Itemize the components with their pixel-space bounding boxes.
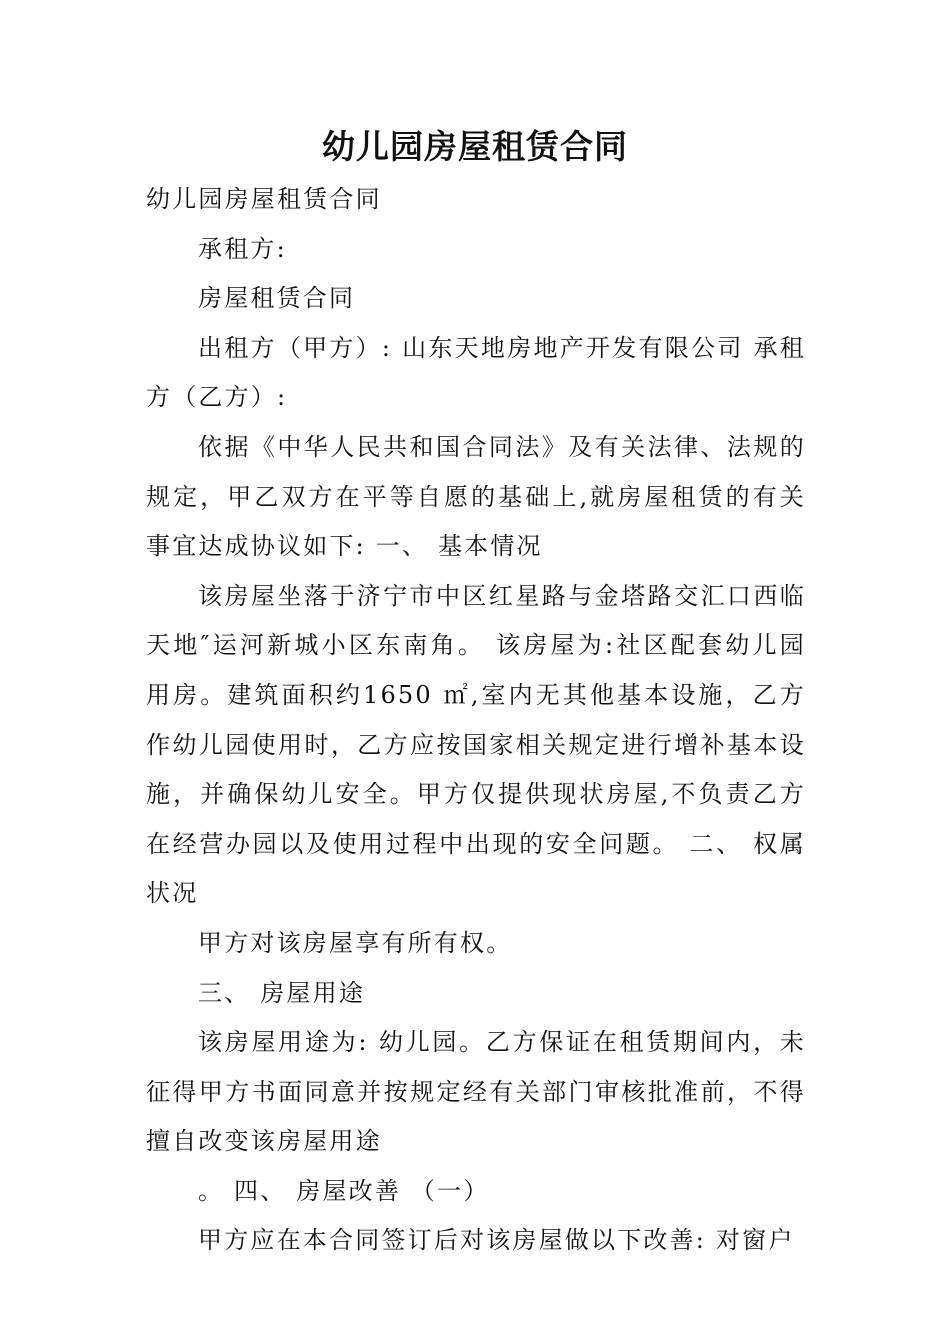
paragraph-usage-heading: 三、 房屋用途: [198, 978, 366, 1007]
paragraph-contract-heading: 房屋租赁合同: [198, 284, 356, 313]
paragraph-basic-info: 该房屋坐落于济宁市中区红星路与金塔路交汇口西临天地″运河新城小区东南角。 该房屋为:社区配套幼儿园用房。建筑面积约1650 ㎡,室内无其他基本设施，乙方作幼儿园使用时，乙方应按国家相关规定进行增补基本设施，并确保幼儿安全。甲方仅提供现状房屋,不负责乙方在经营办园以及使用过程中出现的安全问题。 二、 权属状况: [146, 581, 806, 908]
paragraph-usage: 该房屋用途为: 幼儿园。乙方保证在租赁期间内，未征得甲方书面同意并按规定经有关部门审核批准前，不得擅自改变该房屋用途: [146, 1028, 806, 1156]
document-body: [146, 175, 806, 1266]
paragraph-subtitle: 幼儿园房屋租赁合同: [146, 185, 382, 213]
document-title: 幼儿园房屋租赁合同: [322, 127, 628, 166]
paragraph-lessee: 承租方:: [198, 234, 287, 263]
paragraph-parties: 出租方（甲方）: 山东天地房地产开发有限公司 承租方（乙方）:: [146, 333, 806, 412]
paragraph-legal-basis: 依据《中华人民共和国合同法》及有关法律、法规的规定，甲乙双方在平等自愿的基础上,就房屋租赁的有关事宜达成协议如下: 一、 基本情况: [146, 432, 806, 561]
paragraph-ownership: 甲方对该房屋享有所有权。: [198, 928, 513, 957]
paragraph-improvement: 甲方应在本合同签订后对该房屋做以下改善: 对窗户: [198, 1226, 795, 1255]
paragraph-improvement-heading: 。 四、 房屋改善 （一）: [198, 1176, 490, 1205]
